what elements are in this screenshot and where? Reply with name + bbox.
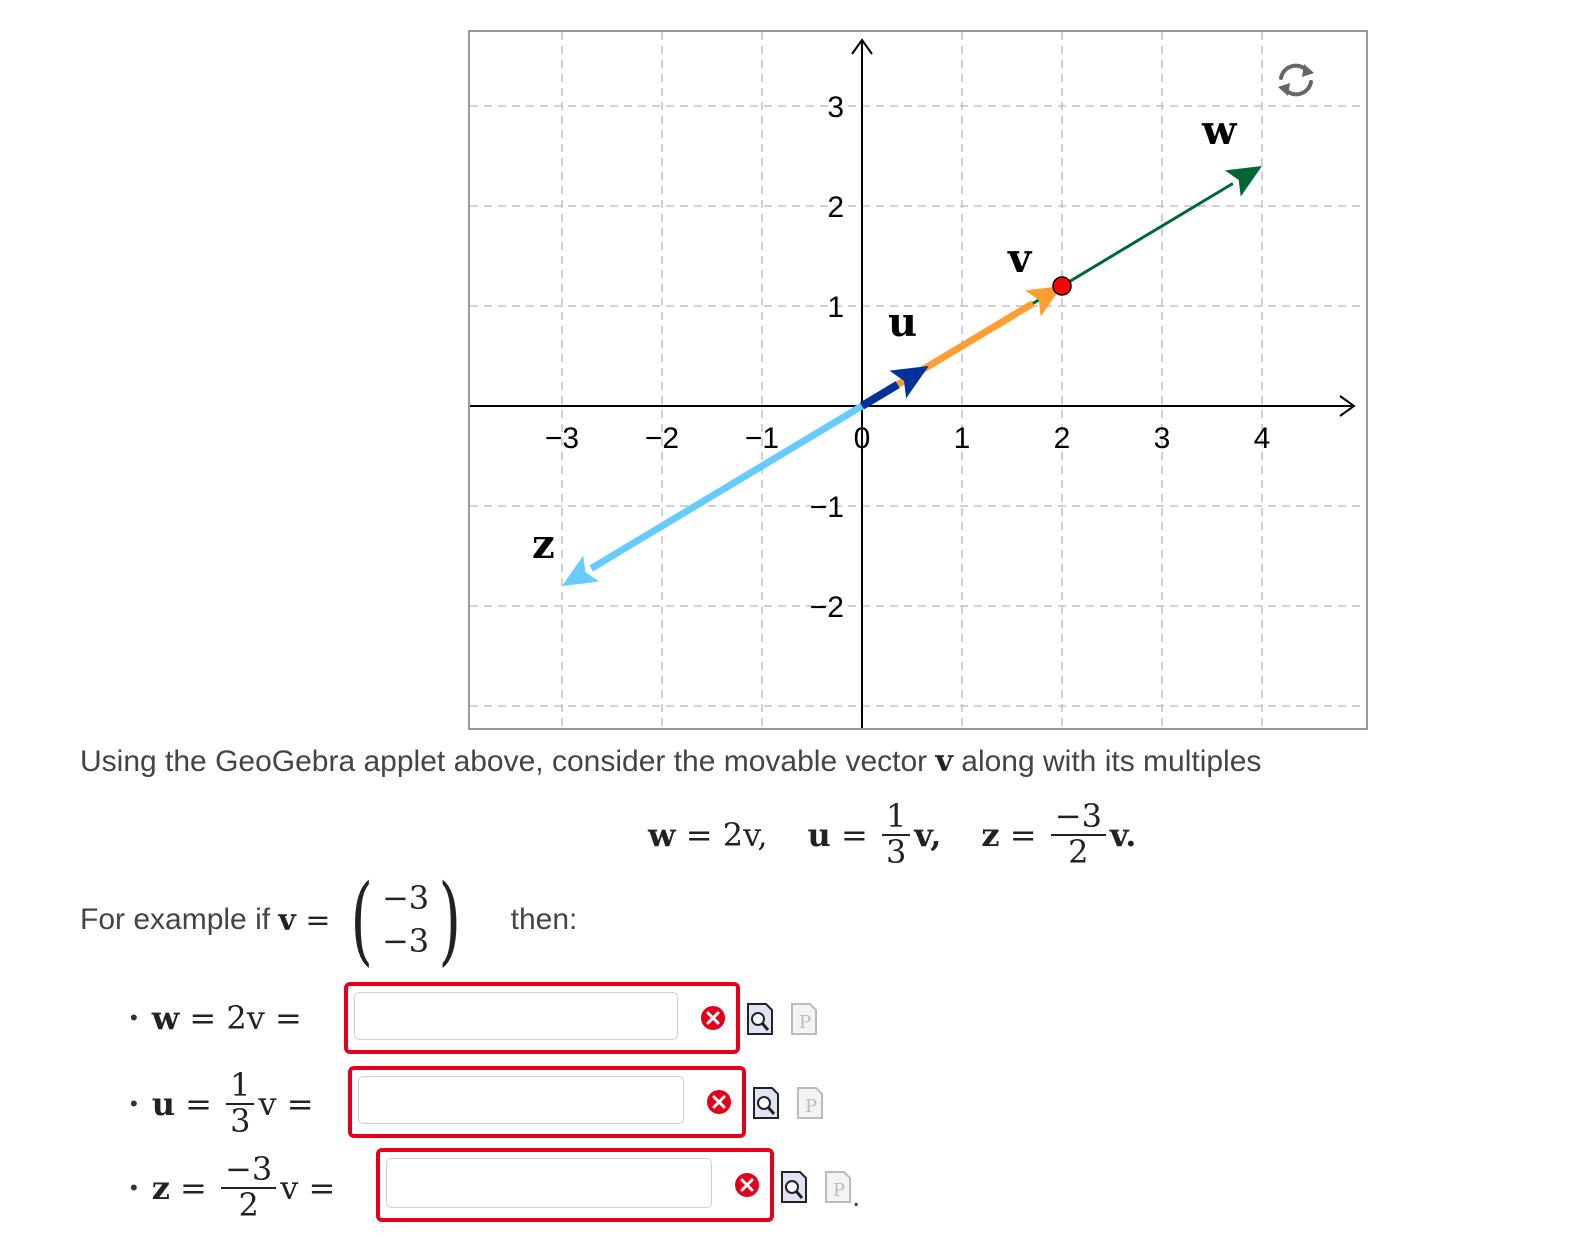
x-tick-label: −1 xyxy=(744,422,780,455)
bullet: • xyxy=(130,1091,138,1116)
y-tick-label: −1 xyxy=(809,491,844,524)
multiple-definitions xyxy=(648,790,1136,880)
example-vector-v: v xyxy=(278,902,296,938)
vector-z-shaft xyxy=(591,406,862,569)
preview-icon[interactable] xyxy=(746,1002,774,1036)
intro-vector-v: v xyxy=(935,744,953,779)
answer-input-u[interactable] xyxy=(358,1076,684,1124)
error-x-icon xyxy=(706,1089,732,1115)
label-z: z xyxy=(532,521,555,568)
answer-w-expression: = 2v = xyxy=(179,999,302,1037)
svg-text:P: P xyxy=(805,1096,818,1117)
label-v: v xyxy=(1008,235,1032,282)
y-tick-label: 2 xyxy=(827,191,844,224)
x-tick-labels xyxy=(545,422,1270,455)
answer-u-num: 1 xyxy=(226,1069,254,1105)
error-x-icon xyxy=(700,1005,726,1031)
formula-z-den: 2 xyxy=(1068,833,1089,871)
x-tick-label: 4 xyxy=(1253,422,1271,455)
answer-u-tail: v = xyxy=(258,1085,314,1123)
formula-z-lhs: z xyxy=(981,816,1000,854)
y-tick-labels xyxy=(810,91,844,624)
vector-w-head xyxy=(1225,166,1262,197)
example-v-component-1: −3 xyxy=(381,878,430,917)
formula-w-lhs: w xyxy=(648,816,676,854)
answer-w-lhs: w xyxy=(151,999,180,1037)
answer-z-tail: v = xyxy=(280,1169,336,1207)
syntax-help-icon[interactable] xyxy=(824,1170,852,1204)
preview-icon[interactable] xyxy=(780,1170,808,1204)
answer-u-lhs: u xyxy=(151,1085,175,1123)
formula-u-num: 1 xyxy=(882,800,910,836)
intro-text-before: Using the GeoGebra applet above, consider the movable vector xyxy=(80,745,936,778)
formula-w-rhs: = 2v, xyxy=(675,816,768,854)
x-tick-label: 1 xyxy=(953,422,971,455)
example-statement xyxy=(80,864,578,976)
left-paren: ( xyxy=(350,864,373,976)
vectors xyxy=(562,166,1262,586)
answer-box-u xyxy=(348,1066,746,1138)
example-v-component-2: −3 xyxy=(381,922,430,960)
answer-input-z[interactable] xyxy=(386,1158,712,1208)
example-equals: = xyxy=(295,902,331,938)
y-tick-label: 3 xyxy=(827,91,844,124)
x-tick-label: −2 xyxy=(644,422,680,455)
answer-box-z xyxy=(376,1148,774,1222)
answer-row-w xyxy=(130,990,302,1046)
answer-u-eq: = xyxy=(174,1085,223,1123)
answer-z-num: −3 xyxy=(221,1153,276,1189)
geogebra-applet[interactable] xyxy=(468,30,1368,730)
bullet: • xyxy=(130,1005,138,1030)
trailing-period: . xyxy=(852,1180,861,1213)
x-tick-label: −3 xyxy=(544,422,580,455)
label-u: u xyxy=(888,299,918,346)
x-tick-label: 2 xyxy=(1053,422,1071,455)
coordinate-plane[interactable] xyxy=(470,32,1366,728)
formula-u-den: 3 xyxy=(885,833,907,871)
preview-icon[interactable] xyxy=(752,1086,780,1120)
vector-u-shaft xyxy=(862,385,898,406)
answer-z-den: 2 xyxy=(238,1186,259,1224)
intro-text xyxy=(80,744,1261,779)
y-tick-label: −2 xyxy=(809,591,844,624)
svg-text:P: P xyxy=(799,1012,812,1033)
example-suffix: then: xyxy=(510,903,578,936)
svg-text:P: P xyxy=(833,1180,846,1201)
answer-z-lhs: z xyxy=(151,1169,170,1207)
refresh-icon[interactable] xyxy=(1278,64,1314,96)
answer-z-fraction xyxy=(221,1150,276,1224)
formula-z-eq: = xyxy=(999,816,1047,854)
answer-u-den: 3 xyxy=(230,1102,251,1140)
answer-input-w[interactable] xyxy=(354,992,678,1040)
formula-u-lhs: u xyxy=(807,816,831,854)
formula-z-num: −3 xyxy=(1051,800,1106,836)
formula-z-fraction xyxy=(1051,797,1106,871)
answer-row-z xyxy=(130,1150,335,1226)
example-column-vector xyxy=(343,864,469,976)
formula-u-eq: = xyxy=(830,816,878,854)
example-prefix: For example if xyxy=(80,903,279,936)
answer-z-eq: = xyxy=(169,1169,218,1207)
movable-point-v[interactable] xyxy=(1053,277,1071,295)
right-paren: ) xyxy=(438,864,462,976)
formula-u-fraction xyxy=(882,797,910,871)
answer-row-u xyxy=(130,1066,314,1142)
answer-u-fraction xyxy=(226,1066,254,1140)
x-tick-label: 3 xyxy=(1153,422,1171,455)
y-tick-label: 1 xyxy=(827,291,844,324)
formula-u-tail: v, xyxy=(914,816,942,854)
x-tick-label: 0 xyxy=(853,422,871,455)
bullet: • xyxy=(130,1175,138,1200)
syntax-help-icon[interactable] xyxy=(796,1086,824,1120)
intro-text-after: along with its multiples xyxy=(952,745,1262,778)
syntax-help-icon[interactable] xyxy=(790,1002,818,1036)
label-w: w xyxy=(1202,107,1237,154)
error-x-icon xyxy=(734,1172,760,1198)
formula-z-tail: v. xyxy=(1109,816,1137,854)
answer-box-w xyxy=(344,982,740,1054)
